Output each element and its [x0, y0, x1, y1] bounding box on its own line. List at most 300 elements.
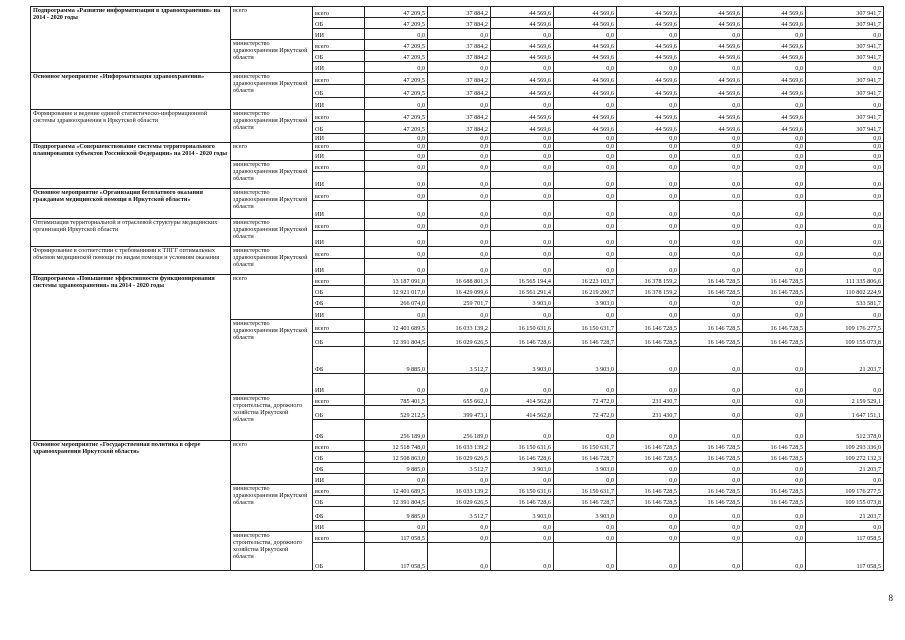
amount-cell: 16 029 626,5 [428, 333, 491, 347]
amount-cell: 12 391 804,5 [365, 496, 428, 507]
total-cell: 0,0 [806, 161, 884, 172]
amount-cell: 16 146 728,5 [743, 441, 806, 452]
amount-cell: 16 146 728,5 [617, 441, 680, 452]
amount-cell: 0,0 [491, 374, 554, 395]
amount-cell: 0,0 [428, 259, 491, 275]
amount-cell: 0,0 [617, 532, 680, 543]
total-cell: 21 203,7 [806, 507, 884, 521]
amount-cell: 0,0 [617, 231, 680, 247]
total-cell: 307 941,7 [806, 40, 884, 51]
amount-cell: 16 146 728,7 [554, 452, 617, 463]
amount-cell: 3 512,7 [428, 507, 491, 521]
amount-cell: 44 569,6 [743, 110, 806, 122]
amount-cell: 0,0 [743, 308, 806, 320]
amount-cell: 16 029 626,5 [428, 496, 491, 507]
amount-cell: 44 569,6 [743, 85, 806, 98]
amount-cell: 9 885,0 [365, 347, 428, 374]
amount-cell: 44 569,6 [491, 110, 554, 122]
amount-cell: 231 430,7 [617, 406, 680, 420]
total-cell: 21 203,7 [806, 463, 884, 474]
total-cell: 117 058,5 [806, 543, 884, 571]
amount-cell: 0,0 [491, 29, 554, 40]
amount-cell: 0,0 [491, 161, 554, 172]
amount-cell: 266 074,0 [365, 297, 428, 308]
funding-source-cell: ИИ [313, 259, 365, 275]
amount-cell: 0,0 [365, 134, 428, 143]
amount-cell: 16 146 728,5 [743, 275, 806, 286]
funding-source-cell: ФБ [313, 420, 365, 441]
funding-source-cell: ОБ [313, 85, 365, 98]
amount-cell: 0,0 [365, 172, 428, 189]
amount-cell: 0,0 [554, 172, 617, 189]
amount-cell: 0,0 [617, 247, 680, 259]
amount-cell: 0,0 [617, 420, 680, 441]
amount-cell: 44 569,6 [617, 85, 680, 98]
total-cell: 117 058,5 [806, 532, 884, 543]
amount-cell: 0,0 [743, 521, 806, 532]
amount-cell: 44 569,6 [491, 7, 554, 18]
budget-table [30, 6, 884, 571]
amount-cell: 16 146 728,6 [491, 496, 554, 507]
amount-cell: 0,0 [428, 98, 491, 110]
total-cell: 307 941,7 [806, 122, 884, 134]
amount-cell: 0,0 [743, 297, 806, 308]
amount-cell: 16 146 728,7 [554, 333, 617, 347]
amount-cell: 0,0 [617, 521, 680, 532]
amount-cell: 44 569,6 [617, 7, 680, 18]
amount-cell: 16 146 728,5 [680, 333, 743, 347]
amount-cell: 0,0 [428, 543, 491, 571]
amount-cell: 0,0 [617, 29, 680, 40]
funding-source-cell: ИИ [313, 308, 365, 320]
funding-source-cell: ОБ [313, 51, 365, 62]
amount-cell: 37 884,2 [428, 40, 491, 51]
amount-cell: 3 903,0 [554, 507, 617, 521]
amount-cell: 44 569,6 [491, 40, 554, 51]
amount-cell: 0,0 [617, 98, 680, 110]
amount-cell: 0,0 [680, 201, 743, 219]
amount-cell: 0,0 [617, 463, 680, 474]
executor-cell: министерство строительства, дорожного хозяйства Иркутской области [231, 395, 313, 441]
total-cell: 109 176 277,5 [806, 485, 884, 496]
amount-cell: 44 569,6 [743, 122, 806, 134]
amount-cell: 44 569,6 [743, 18, 806, 29]
executor-cell: всего [231, 275, 313, 320]
amount-cell: 0,0 [617, 219, 680, 231]
amount-cell: 0,0 [491, 532, 554, 543]
amount-cell: 0,0 [428, 29, 491, 40]
total-cell: 0,0 [806, 521, 884, 532]
total-cell: 0,0 [806, 134, 884, 143]
amount-cell: 0,0 [365, 29, 428, 40]
funding-source-cell: всего [313, 320, 365, 333]
amount-cell: 0,0 [743, 231, 806, 247]
amount-cell: 0,0 [554, 219, 617, 231]
amount-cell: 0,0 [680, 297, 743, 308]
amount-cell: 0,0 [680, 395, 743, 406]
total-cell: 111 335 806,6 [806, 275, 884, 286]
funding-source-cell: ФБ [313, 297, 365, 308]
funding-source-cell: всего [313, 189, 365, 201]
amount-cell: 44 569,6 [617, 122, 680, 134]
amount-cell: 0,0 [491, 247, 554, 259]
amount-cell: 0,0 [554, 247, 617, 259]
amount-cell: 44 569,6 [554, 73, 617, 85]
funding-source-cell: всего [313, 532, 365, 543]
amount-cell: 0,0 [554, 259, 617, 275]
executor-cell: министерство здравоохранения Иркутской области [231, 73, 313, 110]
executor-cell: министерство здравоохранения Иркутской области [231, 247, 313, 275]
amount-cell: 16 561 291,4 [491, 286, 554, 297]
amount-cell: 0,0 [428, 308, 491, 320]
amount-cell: 0,0 [743, 201, 806, 219]
amount-cell: 16 146 728,6 [491, 333, 554, 347]
amount-cell: 47 209,5 [365, 122, 428, 134]
funding-source-cell: ИИ [313, 134, 365, 143]
amount-cell: 44 569,6 [680, 122, 743, 134]
amount-cell: 16 146 728,5 [743, 286, 806, 297]
amount-cell: 37 884,2 [428, 51, 491, 62]
amount-cell: 37 884,2 [428, 110, 491, 122]
page-number: 8 [888, 593, 893, 603]
executor-cell: министерство строительства, дорожного хозяйства Иркутской области [231, 532, 313, 571]
total-cell: 307 941,7 [806, 51, 884, 62]
amount-cell: 0,0 [428, 247, 491, 259]
amount-cell: 0,0 [743, 406, 806, 420]
amount-cell: 0,0 [365, 259, 428, 275]
amount-cell: 0,0 [743, 395, 806, 406]
amount-cell: 3 903,0 [554, 297, 617, 308]
amount-cell: 0,0 [743, 172, 806, 189]
amount-cell: 0,0 [743, 98, 806, 110]
executor-cell: министерство здравоохранения Иркутской области [231, 485, 313, 532]
amount-cell: 16 150 631,6 [491, 441, 554, 452]
amount-cell: 0,0 [617, 543, 680, 571]
total-cell: 0,0 [806, 143, 884, 151]
amount-cell: 0,0 [680, 151, 743, 161]
funding-source-cell: ОБ [313, 18, 365, 29]
amount-cell: 0,0 [365, 189, 428, 201]
total-cell: 307 941,7 [806, 73, 884, 85]
amount-cell: 47 209,5 [365, 85, 428, 98]
amount-cell: 16 146 728,5 [680, 286, 743, 297]
total-cell: 0,0 [806, 219, 884, 231]
funding-source-cell: ИИ [313, 201, 365, 219]
amount-cell: 655 662,1 [428, 395, 491, 406]
amount-cell: 44 569,6 [491, 73, 554, 85]
amount-cell: 16 146 728,5 [680, 496, 743, 507]
amount-cell: 0,0 [743, 347, 806, 374]
amount-cell: 785 401,5 [365, 395, 428, 406]
amount-cell: 399 473,1 [428, 406, 491, 420]
amount-cell: 0,0 [743, 420, 806, 441]
total-cell: 307 941,7 [806, 110, 884, 122]
amount-cell: 16 150 631,6 [491, 485, 554, 496]
amount-cell: 3 903,0 [491, 507, 554, 521]
amount-cell: 0,0 [743, 189, 806, 201]
amount-cell: 0,0 [680, 463, 743, 474]
amount-cell: 0,0 [365, 151, 428, 161]
amount-cell: 0,0 [428, 231, 491, 247]
amount-cell: 0,0 [743, 474, 806, 485]
amount-cell: 0,0 [617, 474, 680, 485]
total-cell: 0,0 [806, 259, 884, 275]
funding-source-cell: ОБ [313, 122, 365, 134]
amount-cell: 0,0 [554, 134, 617, 143]
amount-cell: 0,0 [743, 29, 806, 40]
amount-cell: 0,0 [617, 259, 680, 275]
funding-source-cell: ОБ [313, 286, 365, 297]
executor-cell: министерство здравоохранения Иркутской области [231, 161, 313, 189]
amount-cell: 9 885,0 [365, 463, 428, 474]
amount-cell: 16 146 728,5 [680, 441, 743, 452]
amount-cell: 0,0 [491, 143, 554, 151]
amount-cell: 0,0 [554, 62, 617, 73]
amount-cell: 0,0 [680, 231, 743, 247]
funding-source-cell: ИИ [313, 521, 365, 532]
funding-source-cell: ИИ [313, 172, 365, 189]
amount-cell: 0,0 [680, 521, 743, 532]
amount-cell: 16 688 801,3 [428, 275, 491, 286]
amount-cell: 0,0 [680, 134, 743, 143]
funding-source-cell: ОБ [313, 543, 365, 571]
amount-cell: 12 401 689,5 [365, 485, 428, 496]
amount-cell: 0,0 [554, 161, 617, 172]
executor-cell: всего [231, 441, 313, 485]
table-row [31, 219, 884, 231]
amount-cell: 44 569,6 [491, 122, 554, 134]
amount-cell: 16 146 728,5 [617, 452, 680, 463]
total-cell: 1 647 151,1 [806, 406, 884, 420]
program-name: Формирование и ведение единой статистическо-информационной системы здравоохранения в Иркутской области [31, 110, 231, 143]
amount-cell: 0,0 [617, 374, 680, 395]
amount-cell: 0,0 [554, 29, 617, 40]
amount-cell: 256 189,0 [365, 420, 428, 441]
funding-source-cell: ФБ [313, 347, 365, 374]
amount-cell: 16 146 728,5 [617, 496, 680, 507]
funding-source-cell: ОБ [313, 406, 365, 420]
amount-cell: 0,0 [554, 143, 617, 151]
executor-cell: всего [231, 143, 313, 161]
amount-cell: 16 146 728,5 [743, 452, 806, 463]
table-row [31, 110, 884, 122]
amount-cell: 44 569,6 [680, 7, 743, 18]
program-name: Оптимизация территориальной и отраслевой структуры медицинских организаций Иркутской области [31, 219, 231, 247]
amount-cell: 16 150 631,7 [554, 485, 617, 496]
amount-cell: 0,0 [743, 247, 806, 259]
amount-cell: 37 884,2 [428, 73, 491, 85]
amount-cell: 0,0 [680, 474, 743, 485]
amount-cell: 0,0 [428, 134, 491, 143]
amount-cell: 0,0 [743, 219, 806, 231]
amount-cell: 0,0 [680, 143, 743, 151]
funding-source-cell: ФБ [313, 463, 365, 474]
amount-cell: 0,0 [743, 62, 806, 73]
total-cell: 0,0 [806, 231, 884, 247]
total-cell: 110 802 224,9 [806, 286, 884, 297]
amount-cell: 3 512,7 [428, 463, 491, 474]
amount-cell: 72 472,0 [554, 395, 617, 406]
amount-cell: 0,0 [428, 474, 491, 485]
amount-cell: 0,0 [365, 247, 428, 259]
amount-cell: 0,0 [617, 507, 680, 521]
amount-cell: 0,0 [365, 374, 428, 395]
total-cell: 307 941,7 [806, 85, 884, 98]
amount-cell: 0,0 [491, 420, 554, 441]
amount-cell: 0,0 [554, 308, 617, 320]
amount-cell: 0,0 [617, 347, 680, 374]
funding-source-cell: всего [313, 73, 365, 85]
amount-cell: 0,0 [680, 29, 743, 40]
amount-cell: 0,0 [680, 406, 743, 420]
program-name: Подпрограмма «Развитие информатизации в здравоохранении» на 2014 - 2020 годы [31, 7, 231, 73]
amount-cell: 0,0 [491, 474, 554, 485]
amount-cell: 0,0 [428, 521, 491, 532]
amount-cell: 37 884,2 [428, 7, 491, 18]
funding-source-cell: ИИ [313, 151, 365, 161]
amount-cell: 44 569,6 [554, 40, 617, 51]
amount-cell: 0,0 [554, 189, 617, 201]
amount-cell: 12 391 804,5 [365, 333, 428, 347]
amount-cell: 16 146 728,5 [680, 320, 743, 333]
program-name: Подпрограмма «Повышение эффективности функционирования системы здравоохранения» на 2014 - 2020 годы [31, 275, 231, 441]
executor-cell: министерство здравоохранения Иркутской области [231, 110, 313, 143]
amount-cell: 0,0 [743, 374, 806, 395]
funding-source-cell: всего [313, 110, 365, 122]
amount-cell: 47 209,5 [365, 73, 428, 85]
amount-cell: 16 146 728,5 [617, 333, 680, 347]
amount-cell: 0,0 [491, 189, 554, 201]
amount-cell: 16 033 139,2 [428, 441, 491, 452]
amount-cell: 0,0 [491, 98, 554, 110]
amount-cell: 0,0 [428, 374, 491, 395]
amount-cell: 0,0 [743, 532, 806, 543]
amount-cell: 0,0 [617, 143, 680, 151]
amount-cell: 16 150 631,6 [491, 320, 554, 333]
amount-cell: 0,0 [680, 98, 743, 110]
amount-cell: 0,0 [554, 374, 617, 395]
amount-cell: 3 512,7 [428, 347, 491, 374]
total-cell: 0,0 [806, 29, 884, 40]
total-cell: 109 155 073,8 [806, 496, 884, 507]
amount-cell: 44 569,6 [617, 40, 680, 51]
amount-cell: 44 569,6 [554, 85, 617, 98]
funding-source-cell: ИИ [313, 98, 365, 110]
amount-cell: 44 569,6 [554, 122, 617, 134]
total-cell: 0,0 [806, 98, 884, 110]
amount-cell: 0,0 [428, 201, 491, 219]
funding-source-cell: ФБ [313, 507, 365, 521]
funding-source-cell: всего [313, 161, 365, 172]
amount-cell: 44 569,6 [554, 51, 617, 62]
funding-source-cell: ИИ [313, 62, 365, 73]
amount-cell: 0,0 [554, 474, 617, 485]
amount-cell: 16 150 631,7 [554, 320, 617, 333]
program-name: Основное мероприятие «Информатизация здравоохранения» [31, 73, 231, 110]
amount-cell: 47 209,5 [365, 51, 428, 62]
amount-cell: 0,0 [617, 134, 680, 143]
amount-cell: 0,0 [617, 172, 680, 189]
amount-cell: 0,0 [365, 98, 428, 110]
amount-cell: 9 885,0 [365, 507, 428, 521]
amount-cell: 0,0 [365, 161, 428, 172]
amount-cell: 0,0 [491, 259, 554, 275]
amount-cell: 44 569,6 [743, 51, 806, 62]
amount-cell: 0,0 [743, 161, 806, 172]
amount-cell: 0,0 [491, 521, 554, 532]
amount-cell: 0,0 [680, 219, 743, 231]
amount-cell: 0,0 [428, 62, 491, 73]
amount-cell: 259 701,7 [428, 297, 491, 308]
amount-cell: 44 569,6 [491, 85, 554, 98]
executor-cell: министерство здравоохранения Иркутской области [231, 320, 313, 395]
amount-cell: 44 569,6 [680, 18, 743, 29]
amount-cell: 0,0 [743, 259, 806, 275]
amount-cell: 0,0 [680, 507, 743, 521]
amount-cell: 0,0 [554, 151, 617, 161]
amount-cell: 0,0 [491, 201, 554, 219]
amount-cell: 0,0 [491, 151, 554, 161]
total-cell: 109 272 132,3 [806, 452, 884, 463]
amount-cell: 0,0 [428, 143, 491, 151]
amount-cell: 44 569,6 [680, 51, 743, 62]
funding-source-cell: ИИ [313, 374, 365, 395]
amount-cell: 0,0 [617, 161, 680, 172]
funding-source-cell: ИИ [313, 474, 365, 485]
total-cell: 533 581,7 [806, 297, 884, 308]
funding-source-cell: всего [313, 441, 365, 452]
amount-cell: 44 569,6 [680, 40, 743, 51]
amount-cell: 16 150 631,7 [554, 441, 617, 452]
amount-cell: 47 209,5 [365, 18, 428, 29]
executor-cell: министерство здравоохранения Иркутской области [231, 219, 313, 247]
amount-cell: 0,0 [428, 172, 491, 189]
funding-source-cell: ОБ [313, 452, 365, 463]
funding-source-cell: всего [313, 40, 365, 51]
amount-cell: 44 569,6 [743, 7, 806, 18]
amount-cell: 0,0 [428, 219, 491, 231]
amount-cell: 256 189,0 [428, 420, 491, 441]
amount-cell: 0,0 [365, 219, 428, 231]
amount-cell: 44 569,6 [617, 73, 680, 85]
amount-cell: 12 401 689,5 [365, 320, 428, 333]
amount-cell: 44 569,6 [554, 18, 617, 29]
amount-cell: 231 430,7 [617, 395, 680, 406]
amount-cell: 0,0 [743, 463, 806, 474]
amount-cell: 16 146 728,6 [491, 452, 554, 463]
total-cell: 0,0 [806, 151, 884, 161]
amount-cell: 12 921 017,0 [365, 286, 428, 297]
amount-cell: 117 058,5 [365, 532, 428, 543]
funding-source-cell: всего [313, 395, 365, 406]
funding-source-cell: ОБ [313, 333, 365, 347]
amount-cell: 44 569,6 [491, 51, 554, 62]
amount-cell: 0,0 [491, 172, 554, 189]
amount-cell: 16 378 159,2 [617, 275, 680, 286]
total-cell: 0,0 [806, 62, 884, 73]
amount-cell: 16 146 728,7 [554, 496, 617, 507]
amount-cell: 47 209,5 [365, 7, 428, 18]
funding-source-cell: ИИ [313, 231, 365, 247]
total-cell: 0,0 [806, 189, 884, 201]
amount-cell: 0,0 [491, 62, 554, 73]
amount-cell: 0,0 [680, 62, 743, 73]
table-row [31, 247, 884, 259]
amount-cell: 0,0 [428, 151, 491, 161]
amount-cell: 0,0 [491, 308, 554, 320]
total-cell: 0,0 [806, 474, 884, 485]
amount-cell: 44 569,6 [743, 40, 806, 51]
